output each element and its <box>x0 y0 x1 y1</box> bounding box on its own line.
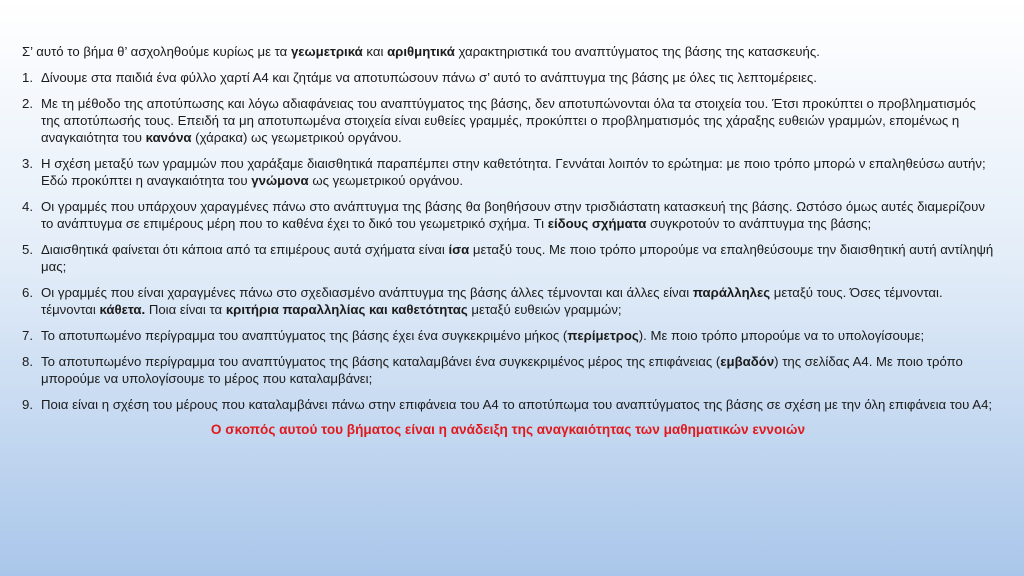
item-text-segment: Οι γραμμές που είναι χαραγμένες πάνω στο σχεδιασμένο ανάπτυγμα της βάσης άλλες τέμνονται και άλλες είναι <box>41 285 693 300</box>
item-emphasis: ίσα <box>448 242 470 257</box>
item-number: 2. <box>22 96 33 111</box>
item-text-segment: Οι γραμμές που υπάρχουν χαραγμένες πάνω στο ανάπτυγμα της βάσης θα βοηθήσουν στην τρισδιάστατη κατασκευή της βάσης. Ωστόσο όμως αυτές διαμερίζουν το ανάπτυγμα σε επιμέρους μέρη που το καθένα έχει το δικό του γεωμετρικό σχήμα. Τι <box>41 199 985 231</box>
item-text-segment: Η σχέση μεταξύ των γραμμών που χαράξαμε διαισθητικά παραπέμπει στην καθετότητα. Γεννάται λοιπόν το ερώτημα: με ποιο τρόπο μπορώ ν επαληθεύσω αυτήν; Εδώ προκύπτει η αναγκαιότητα του <box>41 156 986 188</box>
item-text-segment: ). Με ποιο τρόπο μπορούμε να το υπολογίσουμε; <box>638 328 925 343</box>
item-text-segment: Με τη μέθοδο της αποτύπωσης και λόγω αδιαφάνειας του αναπτύγματος της βάσης, δεν αποτυπώνονται όλα τα στοιχεία του. Έτσι προκύπτει ο προβληματισμός της αποτύπωσής τους. Επειδή τα μη αποτυπωμένα στοιχεία είναι ευθείες γραμμές, προκύπτει ο προβληματισμός της χάραξης ευθειών γραμμών, επομένως η αναγκαιότητα του <box>41 96 976 145</box>
item-text <box>41 198 994 232</box>
list-item-1 <box>22 69 994 86</box>
item-text-segment: (χάρακα) ως γεωμετρικού οργάνου. <box>191 130 402 145</box>
item-emphasis: παράλληλες <box>692 285 771 300</box>
item-text-segment: ) της σελίδας Α4. Με ποιο τρόπο μπορούμε να υπολογίσουμε το μέρος που καταλαμβάνει; <box>41 354 963 386</box>
item-text-segment: συγκροτούν το ανάπτυγμα της βάσης; <box>646 216 872 231</box>
item-emphasis: κανόνα <box>145 130 192 145</box>
list-item-3 <box>22 155 994 189</box>
item-number: 4. <box>22 199 33 214</box>
item-emphasis: περίμετρος <box>567 328 639 343</box>
item-number: 6. <box>22 285 33 300</box>
item-text <box>41 353 994 387</box>
item-number: 1. <box>22 70 33 85</box>
item-text <box>41 396 994 413</box>
item-text-segment: Δίνουμε στα παιδιά ένα φύλλο χαρτί Α4 και ζητάμε να αποτυπώσουν πάνω σ’ αυτό το ανάπτυγμα της βάσης με όλες τις λεπτομέρειες. <box>41 70 817 85</box>
intro-emphasis-arithmetic: αριθμητικά <box>387 44 455 59</box>
item-text-segment: μεταξύ ευθειών γραμμών; <box>467 302 622 317</box>
item-text <box>41 241 994 275</box>
item-text-segment: Το αποτυπωμένο περίγραμμα του αναπτύγματος της βάσης έχει ένα συγκεκριμένο μήκος ( <box>41 328 568 343</box>
item-number: 7. <box>22 328 33 343</box>
list-item-2 <box>22 95 994 146</box>
item-text <box>41 155 994 189</box>
item-number: 5. <box>22 242 33 257</box>
item-emphasis: κάθετα. <box>99 302 146 317</box>
list-item-5 <box>22 241 994 275</box>
intro-paragraph <box>22 43 994 60</box>
item-emphasis: γνώμονα <box>251 173 309 188</box>
item-number: 3. <box>22 156 33 171</box>
item-text-segment: μεταξύ τους. Όσες τέμνονται. τέμνονται <box>41 285 943 317</box>
item-text-segment: ως γεωμετρικού οργάνου. <box>308 173 464 188</box>
list-item-7 <box>22 327 994 344</box>
conclusion-text: Ο σκοπός αυτού του βήματος είναι η ανάδειξη της αναγκαιότητας των μαθηματικών εννοιών <box>210 422 806 437</box>
item-text-segment: μεταξύ τους. Με ποιο τρόπο μπορούμε να επαληθεύσουμε την διαισθητική αυτή αντίληψή μας; <box>41 242 994 274</box>
item-number: 9. <box>22 397 33 412</box>
item-text <box>41 284 994 318</box>
list-item-4 <box>22 198 994 232</box>
list-item-9 <box>22 396 994 413</box>
list-item-6 <box>22 284 994 318</box>
list-item-8 <box>22 353 994 387</box>
item-number: 8. <box>22 354 33 369</box>
item-text-segment: Διαισθητικά φαίνεται ότι κάποια από τα επιμέρους αυτά σχήματα είναι <box>41 242 449 257</box>
intro-text: και <box>362 44 388 59</box>
item-emphasis: είδους σχήματα <box>547 216 647 231</box>
item-text <box>41 69 994 86</box>
intro-text: χαρακτηριστικά του αναπτύγματος της βάσης της κατασκευής. <box>454 44 820 59</box>
item-emphasis: κριτήρια παραλληλίας και καθετότητας <box>225 302 468 317</box>
intro-emphasis-geometric: γεωμετρικά <box>290 44 363 59</box>
item-text <box>41 327 994 344</box>
item-text-segment: Το αποτυπωμένο περίγραμμα του αναπτύγματος της βάσης καταλαμβάνει ένα συγκεκριμένος μέρος της επιφάνειας ( <box>41 354 721 369</box>
item-text-segment: Ποια είναι η σχέση του μέρους που καταλαμβάνει πάνω στην επιφάνεια του Α4 το αποτύπωμα του αναπτύγματος της βάσης σε σχέση με την όλη επιφάνεια του Α4; <box>41 397 993 412</box>
item-emphasis: εμβαδόν <box>720 354 775 369</box>
item-text <box>41 95 994 146</box>
item-text-segment: Ποια είναι τα <box>145 302 226 317</box>
intro-text: Σ’ αυτό το βήμα θ’ ασχοληθούμε κυρίως με τα <box>22 44 291 59</box>
